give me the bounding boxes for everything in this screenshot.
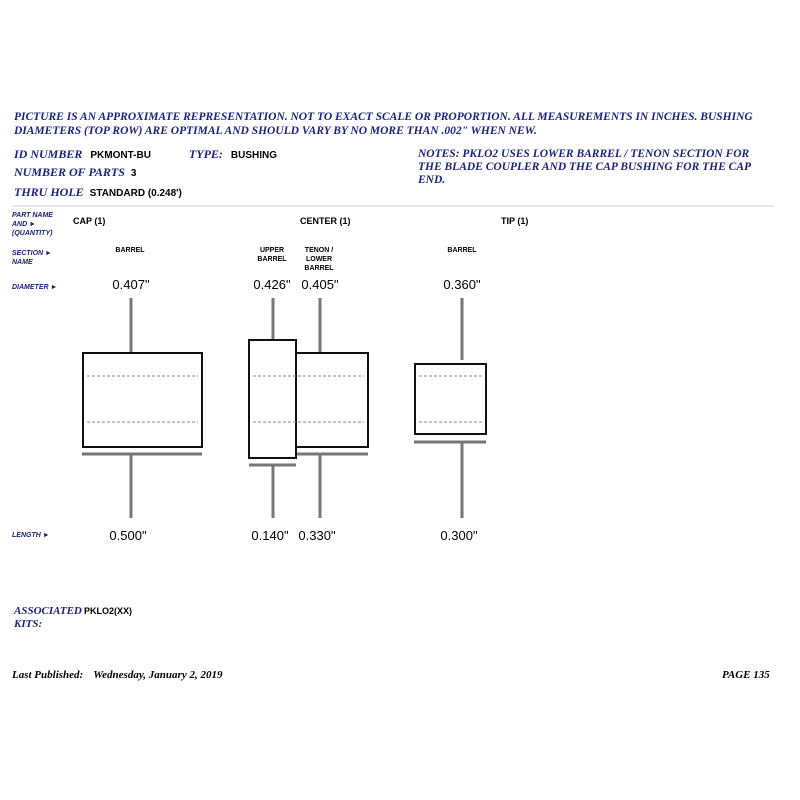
diameter-upper-barrel: 0.426" <box>253 277 291 292</box>
section-tip-barrel: BARREL <box>447 247 477 254</box>
cap-barrel-shape <box>83 353 202 447</box>
type-label: TYPE: <box>188 147 223 161</box>
published-label: Last Published: <box>12 669 84 681</box>
thru-hole-label: THRU HOLE <box>14 185 84 199</box>
page-number: PAGE 135 <box>722 669 770 681</box>
part-tip: TIP (1) <box>501 216 529 226</box>
section-row-label: SECTION ► NAME <box>12 250 52 266</box>
parts-value: 3 <box>130 168 137 179</box>
section-cap-barrel: BARREL <box>115 247 145 254</box>
kits-value: PKLO2(XX) <box>84 606 133 616</box>
diameter-row-label: DIAMETER ► <box>12 284 58 291</box>
length-tip: 0.300" <box>440 528 478 543</box>
id-value: PKMONT-BU <box>90 150 151 161</box>
kits-row <box>14 605 132 631</box>
kits-label: ASSOCIATED KITS: <box>14 605 82 630</box>
part-name-row-label: PART NAME AND ► (QUANTITY) <box>12 212 53 237</box>
id-label: ID NUMBER <box>14 147 83 161</box>
type-value: BUSHING <box>230 150 278 161</box>
diameter-tip: 0.360" <box>443 277 481 292</box>
tenon-shape <box>296 353 368 447</box>
part-cap: CAP (1) <box>73 216 106 226</box>
length-cap: 0.500" <box>109 528 147 543</box>
published-date: Wednesday, January 2, 2019 <box>93 669 223 681</box>
notes: NOTES: PKLO2 USES LOWER BARREL / TENON SECTION FOR THE BLADE COUPLER AND THE CAP BUSHING FOR THE CAP END. <box>418 148 751 186</box>
section-tenon: TENON / LOWER BARREL <box>304 247 334 272</box>
length-tenon: 0.330" <box>298 528 336 543</box>
thru-hole-value: STANDARD (0.248') <box>89 188 182 199</box>
length-upper-barrel: 0.140" <box>251 528 289 543</box>
length-row-label: LENGTH ► <box>12 532 50 539</box>
published-row <box>12 669 222 681</box>
section-upper-barrel: UPPER BARREL <box>257 247 287 263</box>
diameter-cap: 0.407" <box>112 277 150 292</box>
parts-label: NUMBER OF PARTS <box>14 165 125 179</box>
disclaimer: PICTURE IS AN APPROXIMATE REPRESENTATION. NOT TO EXACT SCALE OR PROPORTION. ALL MEASUREMENTS IN INCHES. BUSHING DIAMETERS (TOP ROW) ARE OPTIMAL AND SHOULD VARY BY NO MORE THAN .002" WHEN NEW. <box>14 111 753 137</box>
diameter-tenon: 0.405" <box>301 277 339 292</box>
tip-barrel-shape <box>415 364 486 434</box>
part-center: CENTER (1) <box>300 216 351 226</box>
upper-barrel-shape <box>249 340 296 458</box>
